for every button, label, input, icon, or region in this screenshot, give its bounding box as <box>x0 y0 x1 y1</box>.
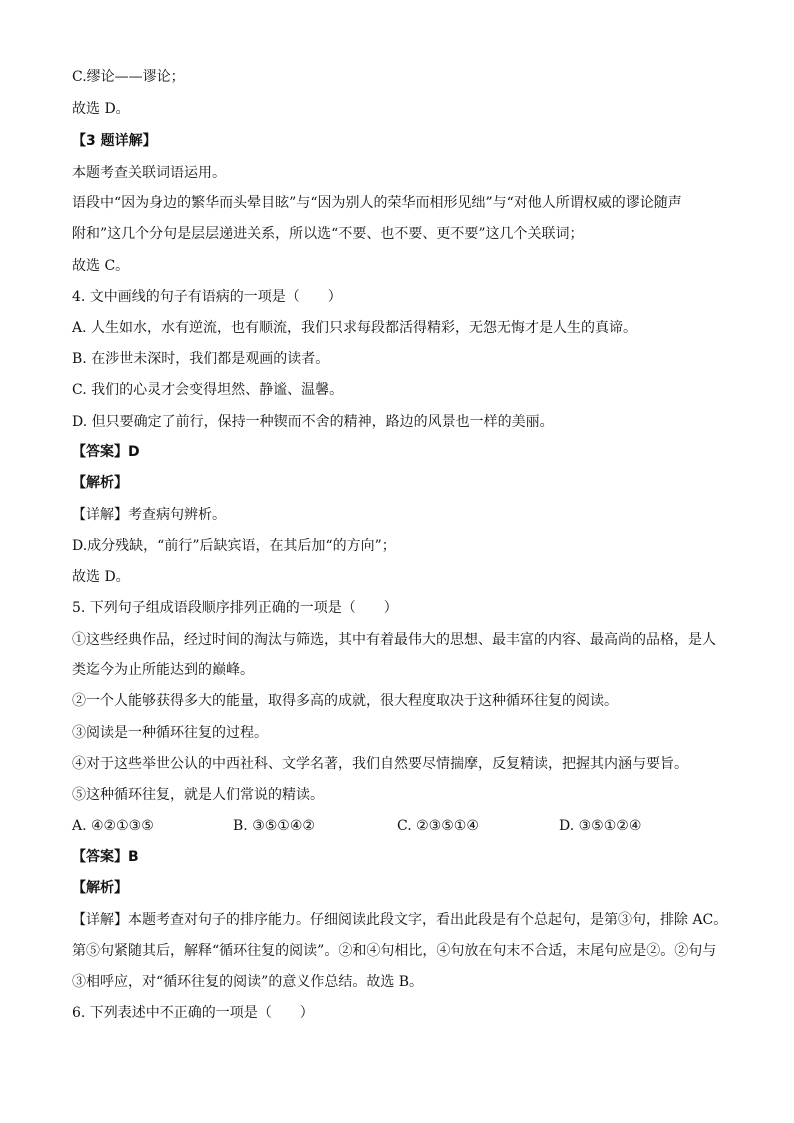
detail-line: ③相呼应，对“循环往复的阅读”的意义作总结。故选 B。 <box>72 974 424 990</box>
question-stem: 4. 文中画线的句子有语病的一项是（ ） <box>72 289 342 305</box>
detail-line: 【详解】本题考查对句子的排序能力。仔细阅读此段文字，看出此段是有个总起句，是第③句，排除 AC。 <box>72 912 728 928</box>
sentence-line: ⑤这种循环往复，就是人们常说的精读。 <box>72 787 324 803</box>
detail-line: 第⑤句紧随其后，解释“循环往复的阅读”。②和④句相比，④句放在句末不合适，末尾句应是②。②句与 <box>72 943 717 959</box>
choice-c: C. ②③⑤①④ <box>397 818 479 834</box>
sentence-line: ②一个人能够获得多大的能量，取得多高的成就，很大程度取决于这种循环往复的阅读。 <box>72 693 618 709</box>
analysis-label: 【解析】 <box>72 880 128 896</box>
choice-b: B. ③⑤①④② <box>233 818 315 834</box>
choice-a: A. ④②①③⑤ <box>72 818 154 834</box>
option-line: C. 我们的心灵才会变得坦然、静谧、温馨。 <box>72 382 344 398</box>
option-line: D. 但只要确定了前行，保持一种锲而不舍的精神，路边的风景也一样的美丽。 <box>72 414 554 430</box>
option-line: B. 在涉世未深时，我们都是观画的读者。 <box>72 351 330 367</box>
text-line: 本题考查关联词语运用。 <box>72 165 226 181</box>
question-stem: 6. 下列表述中不正确的一项是（ ） <box>72 1005 314 1021</box>
text-line: 故选 D。 <box>72 101 130 117</box>
answer-label: 【答案】D <box>72 444 140 460</box>
detail-line: 【详解】考查病句辨析。 <box>72 507 226 523</box>
sentence-line: ③阅读是一种循环往复的过程。 <box>72 725 268 741</box>
text-line: D.成分残缺，“前行”后缺宾语，在其后加“的方向”； <box>72 538 396 554</box>
sentence-line: 类迄今为止所能达到的巅峰。 <box>72 662 254 678</box>
text-line: 故选 D。 <box>72 569 130 585</box>
text-line: 故选 C。 <box>72 258 130 274</box>
text-line: 附和”这几个分句是层层递进关系，所以选“不要、也不要、更不要”这几个关联词； <box>72 226 584 242</box>
analysis-label: 【解析】 <box>72 475 128 491</box>
sentence-line: ①这些经典作品，经过时间的淘汰与筛选，其中有着最伟大的思想、最丰富的内容、最高尚的品格，是人 <box>72 632 716 648</box>
section-heading: 【3 题详解】 <box>72 133 157 149</box>
answer-label: 【答案】B <box>72 849 139 865</box>
text-line: 语段中“因为身边的繁华而头晕目眩”与“因为别人的荣华而相形见绌”与“对他人所谓权威的谬论随声 <box>72 195 682 211</box>
choice-d: D. ③⑤①②④ <box>559 818 642 834</box>
option-line: A. 人生如水，水有逆流，也有顺流，我们只求每段都活得精彩，无怨无悔才是人生的真谛。 <box>72 320 638 336</box>
question-stem: 5. 下列句子组成语段顺序排列正确的一项是（ ） <box>72 600 398 616</box>
text-line: C.缪论——谬论； <box>72 69 185 85</box>
sentence-line: ④对于这些举世公认的中西社科、文学名著，我们自然要尽情揣摩，反复精读，把握其内涵与要旨。 <box>72 756 688 772</box>
